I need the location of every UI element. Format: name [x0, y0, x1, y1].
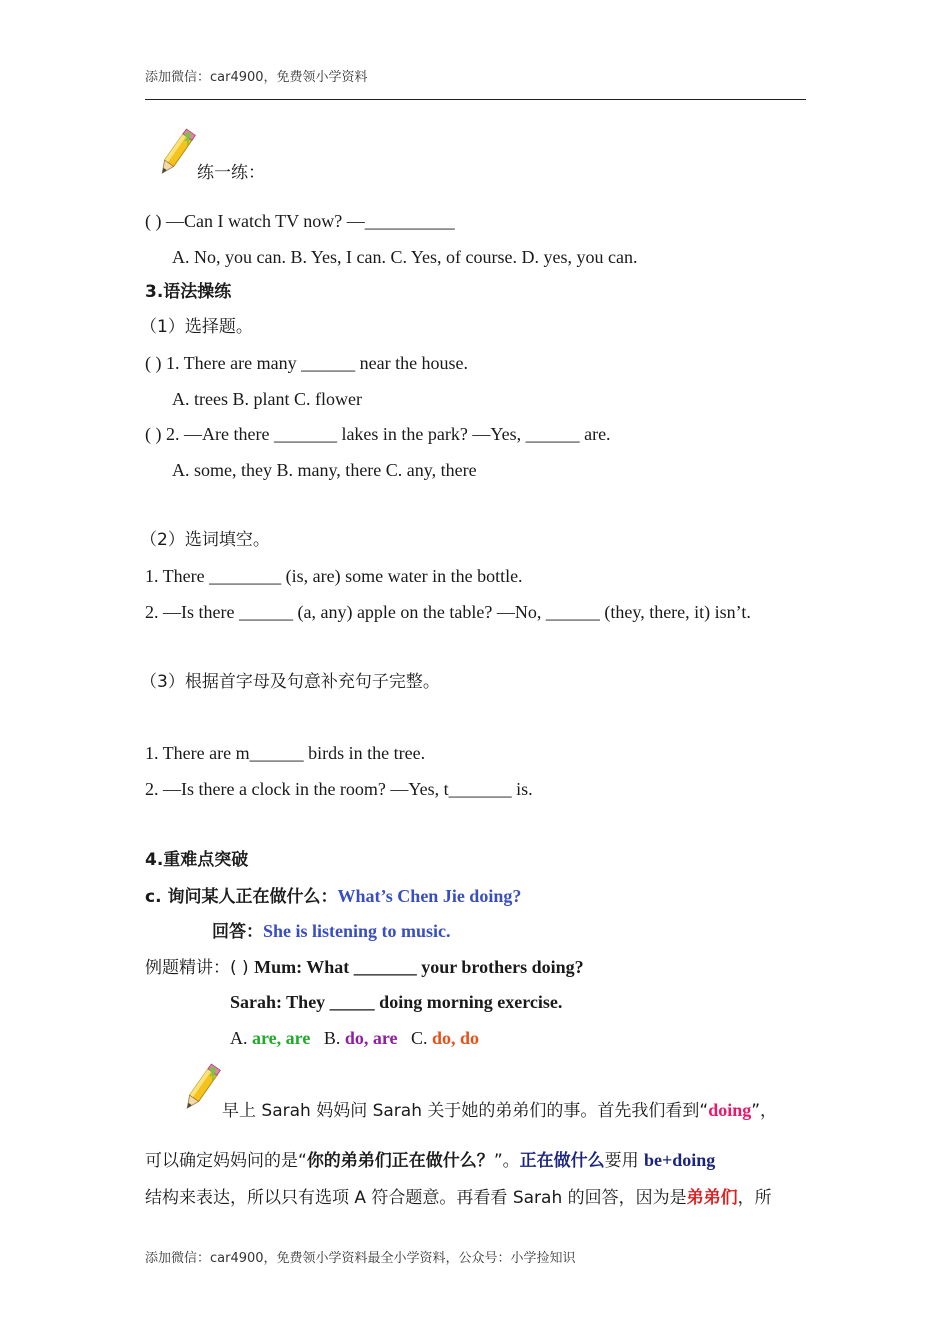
- answer-line: [212, 919, 451, 944]
- c-label: c. 询问某人正在做什么：: [145, 887, 338, 907]
- pencil-icon: [175, 1062, 225, 1116]
- explanation-line-1: [222, 1098, 777, 1123]
- explanation-line-3: [145, 1186, 772, 1210]
- option-b-label: B.: [310, 1028, 345, 1048]
- section3-title: 3.语法操练: [145, 282, 232, 302]
- question-1: ( ) 1. There are many ______ near the house.: [145, 353, 469, 373]
- question-1-options: A. trees B. plant C. flower: [172, 389, 362, 409]
- letter-item-2: 2. —Is there a clock in the room? —Yes, t_______ is.: [145, 779, 533, 799]
- pencil-icon: [150, 127, 200, 181]
- c-question-line: [145, 884, 521, 909]
- explanation-2d: 正在做什么: [519, 1151, 605, 1171]
- practice-title: 练一练：: [197, 163, 265, 183]
- part3-title: （3）根据首字母及句意补充句子完整。: [140, 672, 440, 692]
- part2-title: （2）选词填空。: [140, 530, 270, 550]
- explanation-3b: 弟弟们: [686, 1188, 738, 1208]
- c-question: What’s Chen Jie doing?: [337, 886, 522, 906]
- explanation-1a: 早上 Sarah 妈妈问 Sarah 关于她的弟弟们的事。首先我们看到“: [222, 1101, 709, 1121]
- answer-label: 回答：: [212, 922, 263, 942]
- example-options: [230, 1026, 479, 1050]
- option-b: do, are: [344, 1028, 398, 1048]
- example-question: Mum: What _______ your brothers doing?: [254, 957, 584, 977]
- header-divider: [145, 99, 806, 100]
- explanation-3a: 结构来表达，所以只有选项 A 符合题意。再看看 Sarah 的回答，因为是: [145, 1188, 687, 1208]
- practice-options: A. No, you can. B. Yes, I can. C. Yes, of course. D. yes, you can.: [172, 247, 638, 267]
- answer-text: She is listening to music.: [263, 921, 451, 941]
- explanation-2c: ”。: [493, 1151, 520, 1171]
- practice-question: ( ) —Can I watch TV now? —__________: [145, 211, 455, 231]
- example-label: 例题精讲：( ): [145, 958, 255, 978]
- page-header: 添加微信：car4900，免费领小学资料: [145, 70, 368, 85]
- explanation-2f: be+doing: [644, 1150, 716, 1170]
- question-2: ( ) 2. —Are there _______ lakes in the park? —Yes, ______ are.: [145, 424, 611, 444]
- explanation-1c: ”，: [751, 1101, 778, 1121]
- letter-item-1: 1. There are m______ birds in the tree.: [145, 743, 426, 763]
- part1-title: （1）选择题。: [140, 317, 253, 337]
- explanation-line-2: [145, 1148, 715, 1173]
- explanation-2a: 可以确定妈妈问的是“: [145, 1151, 307, 1171]
- fill-item-1: 1. There ________ (is, are) some water in the bottle.: [145, 566, 523, 586]
- option-a: are, are: [252, 1028, 311, 1048]
- option-a-label: A.: [230, 1028, 252, 1048]
- option-c: do, do: [432, 1028, 480, 1048]
- example-sarah: Sarah: They _____ doing morning exercise.: [230, 992, 563, 1012]
- explanation-3c: ，所: [737, 1188, 772, 1208]
- page-footer: 添加微信：car4900，免费领小学资料最全小学资料，公众号：小学捡知识: [145, 1251, 576, 1266]
- example-line: [145, 955, 584, 980]
- question-2-options: A. some, they B. many, there C. any, there: [172, 460, 477, 480]
- fill-item-2: 2. —Is there ______ (a, any) apple on the table? —No, ______ (they, there, it) isn’t.: [145, 602, 751, 622]
- explanation-2b: 你的弟弟们正在做什么？: [306, 1151, 494, 1171]
- option-c-label: C.: [397, 1028, 433, 1048]
- explanation-2e: 要用: [604, 1151, 645, 1171]
- explanation-doing: doing: [708, 1100, 752, 1120]
- section4-title: 4.重难点突破: [145, 850, 249, 870]
